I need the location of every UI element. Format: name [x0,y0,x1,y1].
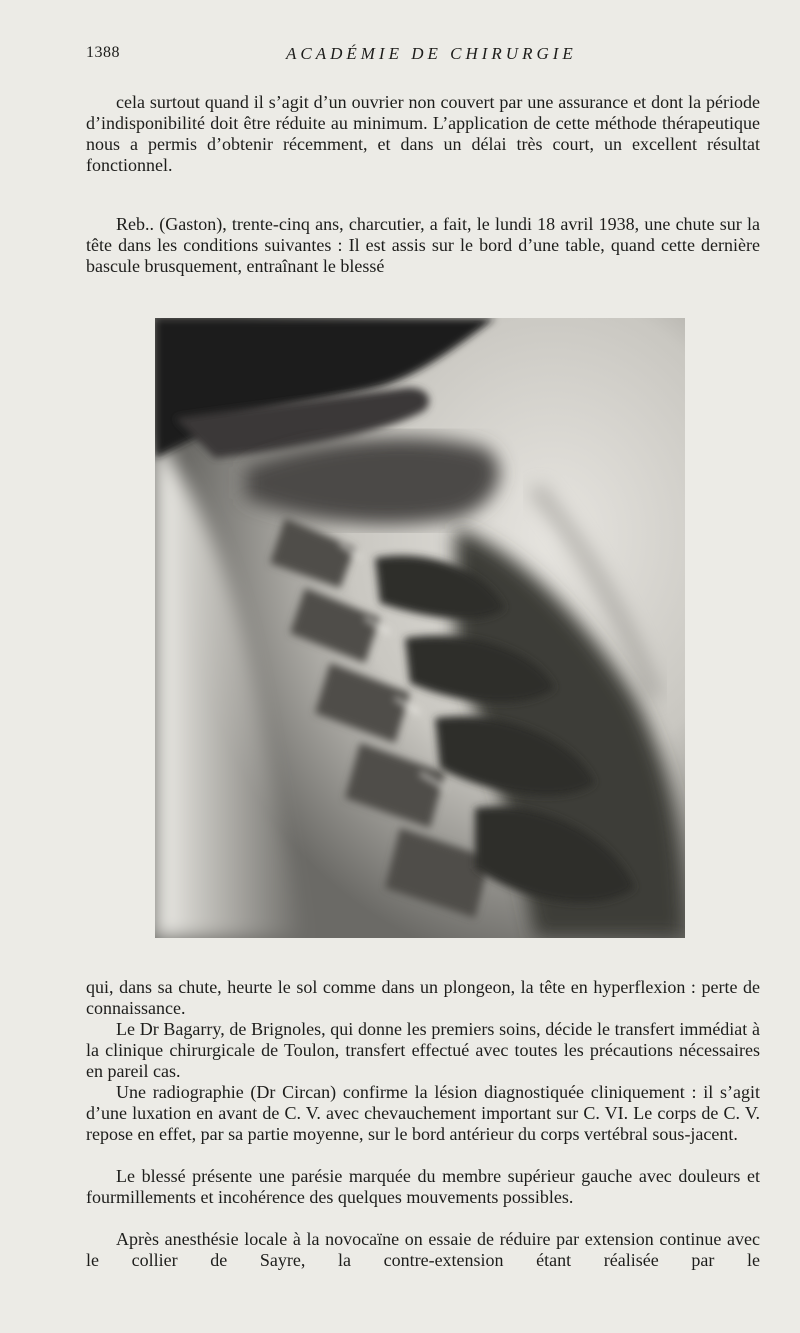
paragraph-fall-description: qui, dans sa chute, heurte le sol comme dans un plongeon, la tête en hyperflexion : perte de connaissance. [86,977,760,1018]
page-header [86,44,760,68]
paragraph-anesthesia: Après anesthésie locale à la novocaïne on essaie de réduire par extension continue avec le collier de Sayre, la contre-extension étant réalisée par le [86,1229,760,1270]
paragraph-transfer: Le Dr Bagarry, de Brignoles, qui donne les premiers soins, décide le transfert immédiat à la clinique chirurgicale de Toulon, transfert effectué avec toutes les précautions nécessaires en pareil cas. [86,1019,760,1081]
radiograph-figure [155,318,685,938]
intro-paragraph: cela surtout quand il s’agit d’un ouvrier non couvert par une assurance et dont la période d’indisponibilité doit être réduite au minimum. L’application de cette méthode thérapeutique nous a permis d’obtenir récemment, et dans un délai très court, un excellent résultat fonctionnel. [86,92,760,175]
case-paragraph: Reb.. (Gaston), trente-cinq ans, charcutier, a fait, le lundi 18 avril 1938, une chute sur la tête dans les conditions suivantes : Il est assis sur le bord d’une table, quand cette dernière bascule brusquement, entraînant le blessé [86,214,760,276]
paragraph-radiography: Une radiographie (Dr Circan) confirme la lésion diagnostiquée cliniquement : il s’agit d’une luxation en avant de C. V. avec chevauchement important sur C. VI. Le corps de C. V. repose en effet, par sa partie moyenne, sur le bord antérieur du corps vertébral sous-jacent. [86,1082,760,1144]
cervical-spine-radiograph-icon [155,318,685,938]
running-title: ACADÉMIE DE CHIRURGIE [286,44,577,63]
paragraph-paresis: Le blessé présente une parésie marquée du membre supérieur gauche avec douleurs et fourmillements et incohérence des quelques mouvements possibles. [86,1166,760,1207]
page-number: 1388 [86,44,120,61]
